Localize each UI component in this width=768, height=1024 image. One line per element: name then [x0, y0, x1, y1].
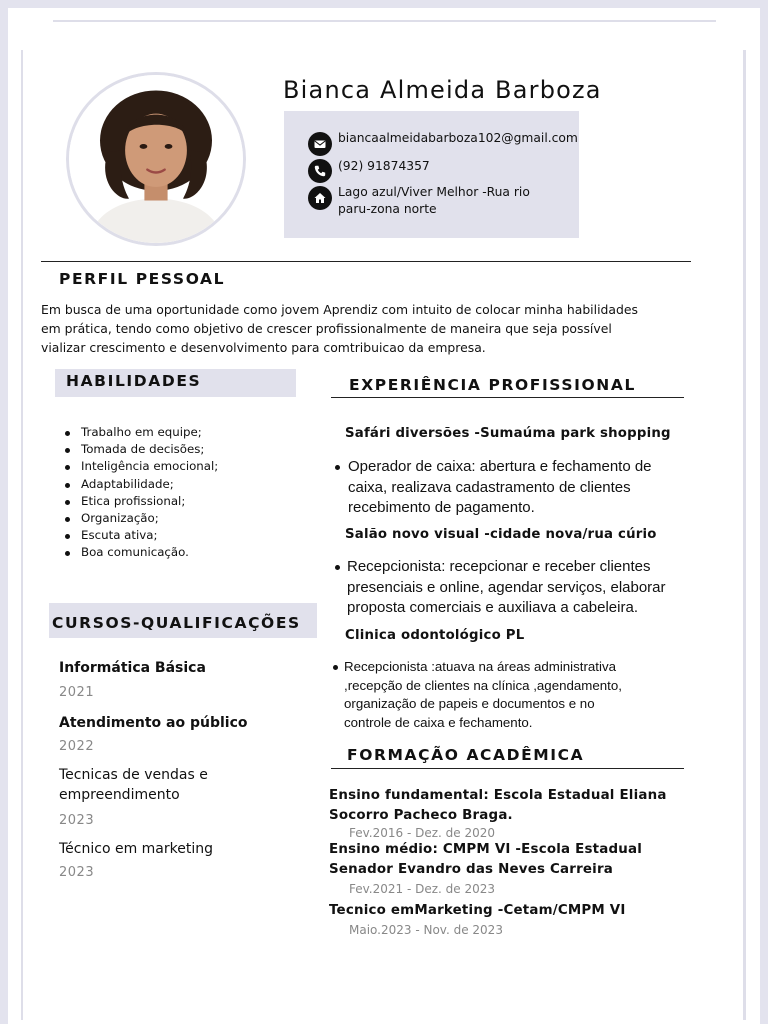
education-date: Maio.2023 - Nov. de 2023 [349, 923, 503, 937]
course-name [59, 765, 208, 805]
job-line: presenciais e online, agendar serviços, elaborar [347, 578, 666, 596]
address-line-2: paru-zona norte [338, 202, 437, 216]
skills-heading: HABILIDADES [66, 372, 202, 390]
job-line: Recepcionista: recepcionar e receber clientes [347, 558, 651, 575]
right-border [743, 50, 746, 1020]
profile-line-2: em prática, tendo como objetivo de crescer profissionalmente de maneira que seja possível [41, 321, 612, 336]
skill-item: Trabalho em equipe; [62, 424, 218, 441]
portrait-illustration [69, 75, 243, 243]
job-line: proposta comerciais e auxiliava a cabeleira. [347, 599, 638, 616]
job-line: Operador de caixa: abertura e fechamento de [348, 458, 652, 475]
contact-email[interactable]: biancaalmeidabarboza102@gmail.com [338, 131, 578, 145]
profile-summary [41, 300, 681, 357]
job-line: controle de caixa e fechamento. [344, 714, 533, 730]
courses-heading: CURSOS-QUALIFICAÇÕES [52, 614, 301, 632]
profile-line-3: vializar crescimento e desenvolvimento para comtribuicao da empresa. [41, 340, 486, 355]
skills-list [62, 424, 218, 562]
profile-photo [66, 72, 246, 246]
header-divider [41, 261, 691, 262]
education-title: Tecnico emMarketing -Cetam/CMPM VI [329, 903, 626, 918]
contact-address-row [308, 186, 530, 218]
contact-box [284, 111, 579, 238]
skill-item: Escuta ativa; [62, 527, 218, 544]
contact-email-row [308, 132, 578, 156]
course-name-line-2: empreendimento [59, 787, 180, 803]
job-line: organização de papeis e documentos e no [344, 696, 595, 711]
job-title: Clinica odontológico PL [345, 628, 525, 643]
job-line: ,recepção de clientes na clínica ,agendamento, [344, 677, 622, 693]
left-border [21, 50, 23, 1020]
profile-heading: PERFIL PESSOAL [59, 270, 226, 288]
education-title [329, 840, 642, 880]
skill-item: Inteligência emocional; [62, 458, 218, 475]
skill-item: Tomada de decisões; [62, 441, 218, 458]
address-line-1: Lago azul/Viver Melhor -Rua rio [338, 185, 530, 199]
education-rule [331, 768, 684, 769]
education-line: Socorro Pacheco Braga. [329, 808, 513, 823]
job-title: Salão novo visual -cidade nova/rua cúrio [345, 527, 657, 542]
course-year: 2022 [59, 739, 95, 754]
education-date: Fev.2016 - Dez. de 2020 [349, 826, 496, 840]
course-year: 2021 [59, 685, 95, 700]
job-title: Safári diversões -Sumaúma park shopping [345, 426, 671, 441]
phone-icon [308, 159, 332, 183]
education-date: Fev.2021 - Dez. de 2023 [349, 882, 496, 896]
bullet-dot [335, 565, 340, 570]
contact-phone-row [308, 159, 430, 183]
skill-item: Adaptabilidade; [62, 476, 218, 493]
education-line: Ensino fundamental: Escola Estadual Eliana [329, 788, 667, 803]
course-year: 2023 [59, 865, 95, 880]
skill-item: Organização; [62, 510, 218, 527]
course-year: 2023 [59, 813, 95, 828]
course-name: Informática Básica [59, 660, 206, 676]
top-rule [53, 20, 716, 22]
email-icon [308, 132, 332, 156]
education-title [329, 786, 667, 826]
job-description [335, 457, 652, 519]
job-description [333, 658, 622, 732]
skill-item: Etica profissional; [62, 493, 218, 510]
education-heading: FORMAÇÃO ACADÊMICA [347, 746, 585, 764]
contact-address [338, 184, 530, 218]
bullet-dot [335, 465, 340, 470]
education-line: Senador Evandro das Neves Carreira [329, 862, 614, 877]
job-line: caixa, realizava cadastramento de clientes [348, 478, 631, 496]
course-name: Técnico em marketing [59, 841, 213, 857]
education-line: Ensino médio: CMPM VI -Escola Estadual [329, 842, 643, 857]
home-icon [308, 186, 332, 210]
job-line: Recepcionista :atuava na áreas administrativa [344, 659, 616, 674]
experience-rule [331, 397, 684, 398]
course-name: Atendimento ao público [59, 715, 248, 731]
job-description [335, 557, 666, 619]
skill-item: Boa comunicação. [62, 544, 218, 561]
job-line: recebimento de pagamento. [348, 499, 535, 516]
candidate-name: Bianca Almeida Barboza [283, 76, 602, 104]
contact-phone[interactable]: (92) 91874357 [338, 159, 430, 173]
bullet-dot [333, 665, 338, 670]
course-name-line-1: Tecnicas de vendas e [59, 767, 208, 783]
experience-heading: EXPERIÊNCIA PROFISSIONAL [349, 376, 636, 394]
profile-line-1: Em busca de uma oportunidade como jovem Aprendiz com intuito de colocar minha habilidades [41, 302, 638, 317]
